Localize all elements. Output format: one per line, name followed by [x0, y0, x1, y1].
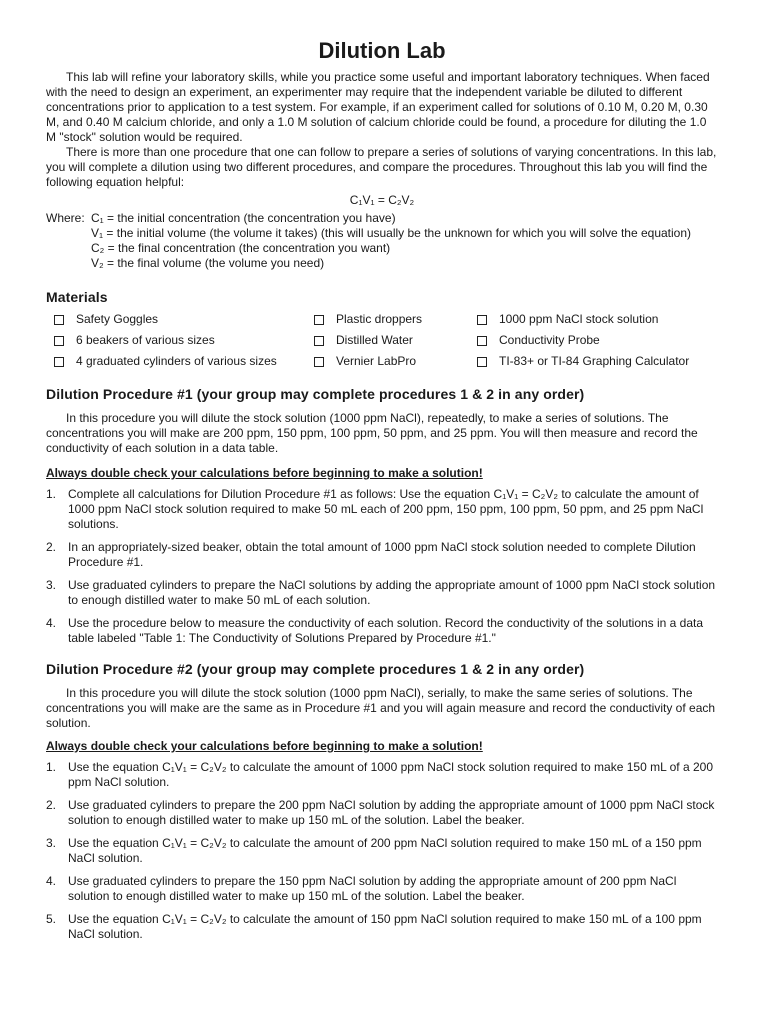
checkbox-icon[interactable] [477, 315, 487, 325]
checkbox-icon[interactable] [477, 357, 487, 367]
where-item: V₁ = the initial volume (the volume it takes) (this will usually be the unknown for which you will solve the equation) [91, 226, 692, 240]
list-item: 4. Use the procedure below to measure the conductivity of each solution. Record the conductivity of the solutions in a data table labeled "Table 1: The Conductivity of Solutions Prepared by Procedure #1." [46, 616, 704, 645]
where-row [46, 226, 718, 241]
dilution-equation: C₁V₁ = C₂V₂ [349, 193, 415, 207]
where-definitions [46, 211, 718, 271]
procedure-2-heading: Dilution Procedure #2 (your group may complete procedures 1 & 2 in any order) [46, 661, 585, 677]
intro-paragraph-1: This lab will refine your laboratory skills, while you practice some useful and important laboratory techniques. When faced with the need to design an experiment, an experimenter may require that the independent variable be diluted to different concentrations prior to application to a test system. For example, if an experiment called for solutions of 0.10 M, 0.20 M, 0.30 M, and 0.40 M calcium chloride, and only a 1.0 M solution of calcium chloride could be found, a procedure for diluting the 1.0 M "stock" solution would be required. [46, 70, 710, 144]
material-item: TI-83+ or TI-84 Graphing Calculator [477, 354, 707, 369]
procedure-1-heading: Dilution Procedure #1 (your group may complete procedures 1 & 2 in any order) [46, 386, 585, 402]
checkbox-icon[interactable] [314, 315, 324, 325]
procedure-2-intro: In this procedure you will dilute the stock solution (1000 ppm NaCl), serially, to make the same series of solutions. The concentrations you will make are the same as in Procedure #1 and you will again measure and record the conductivity of each solution. [46, 686, 716, 730]
material-item: Vernier LabPro [314, 354, 477, 369]
material-item: Distilled Water [314, 333, 477, 348]
where-row [46, 211, 718, 226]
warning-text: Always double check your calculations before beginning to make a solution! [46, 466, 483, 480]
materials-list [54, 312, 718, 369]
procedure-2-steps [46, 760, 718, 942]
list-item: 3. Use graduated cylinders to prepare the NaCl solutions by adding the appropriate amount of 1000 ppm NaCl stock solution to enough distilled water to make 50 mL of each solution. [46, 578, 716, 607]
checkbox-icon[interactable] [477, 336, 487, 346]
material-item: 4 graduated cylinders of various sizes [54, 354, 314, 369]
checkbox-icon[interactable] [54, 357, 64, 367]
list-item: 3. Use the equation C₁V₁ = C₂V₂ to calculate the amount of 200 ppm NaCl solution required to make 150 mL of a 150 ppm NaCl solution. [46, 836, 702, 865]
list-item: 2. In an appropriately-sized beaker, obtain the total amount of 1000 ppm NaCl stock solution needed to complete Dilution Procedure #1. [46, 540, 696, 569]
list-item: 5. Use the equation C₁V₁ = C₂V₂ to calculate the amount of 150 ppm NaCl solution required to make 150 mL of a 100 ppm NaCl solution. [46, 912, 702, 941]
material-item: 1000 ppm NaCl stock solution [477, 312, 707, 327]
checkbox-icon[interactable] [54, 315, 64, 325]
where-row [46, 241, 718, 256]
material-item: Conductivity Probe [477, 333, 707, 348]
list-item: 4. Use graduated cylinders to prepare the 150 ppm NaCl solution by adding the appropriate amount of 200 ppm NaCl solution to enough distilled water to make up 150 mL of the solution. Label the beaker. [46, 874, 677, 903]
where-row [46, 256, 718, 271]
where-label: Where: [46, 211, 85, 225]
material-item: Safety Goggles [54, 312, 314, 327]
where-item: C₁ = the initial concentration (the concentration you have) [91, 211, 396, 225]
material-item: Plastic droppers [314, 312, 477, 327]
list-item: 1. Use the equation C₁V₁ = C₂V₂ to calculate the amount of 1000 ppm NaCl stock solution required to make 150 mL of a 200 ppm NaCl solution. [46, 760, 713, 789]
checkbox-icon[interactable] [314, 357, 324, 367]
list-item: 1. Complete all calculations for Dilution Procedure #1 as follows: Use the equation C₁V₁ = C₂V₂ to calculate the amount of 1000 ppm NaCl stock solution required to make 50 mL each of 200 ppm, 150 ppm, 100 ppm, 50 ppm, and 25 ppm NaCl solutions. [46, 487, 704, 531]
warning-text: Always double check your calculations before beginning to make a solution! [46, 739, 483, 753]
checkbox-icon[interactable] [54, 336, 64, 346]
list-item: 2. Use graduated cylinders to prepare the 200 ppm NaCl solution by adding the appropriate amount of 1000 ppm NaCl stock solution to enough distilled water to make up 150 mL of the solution. Label the beaker. [46, 798, 715, 827]
intro-paragraph-2: There is more than one procedure that one can follow to prepare a series of solutions of varying concentrations. In this lab, you will complete a dilution using two different procedures, and compare the procedures. Throughout this lab you will find the following equation helpful: [46, 145, 717, 189]
material-item: 6 beakers of various sizes [54, 333, 314, 348]
page-title: Dilution Lab [318, 38, 446, 63]
procedure-1-steps [46, 487, 718, 646]
procedure-1-intro: In this procedure you will dilute the stock solution (1000 ppm NaCl), repeatedly, to make a series of solutions. The concentrations you will make are 200 ppm, 150 ppm, 100 ppm, 50 ppm, and 25 ppm. You will then measure and record the conductivity of each solution in a data table. [46, 411, 698, 455]
materials-heading: Materials [46, 289, 108, 305]
checkbox-icon[interactable] [314, 336, 324, 346]
where-item: V₂ = the final volume (the volume you need) [91, 256, 325, 270]
where-item: C₂ = the final concentration (the concentration you want) [91, 241, 391, 255]
